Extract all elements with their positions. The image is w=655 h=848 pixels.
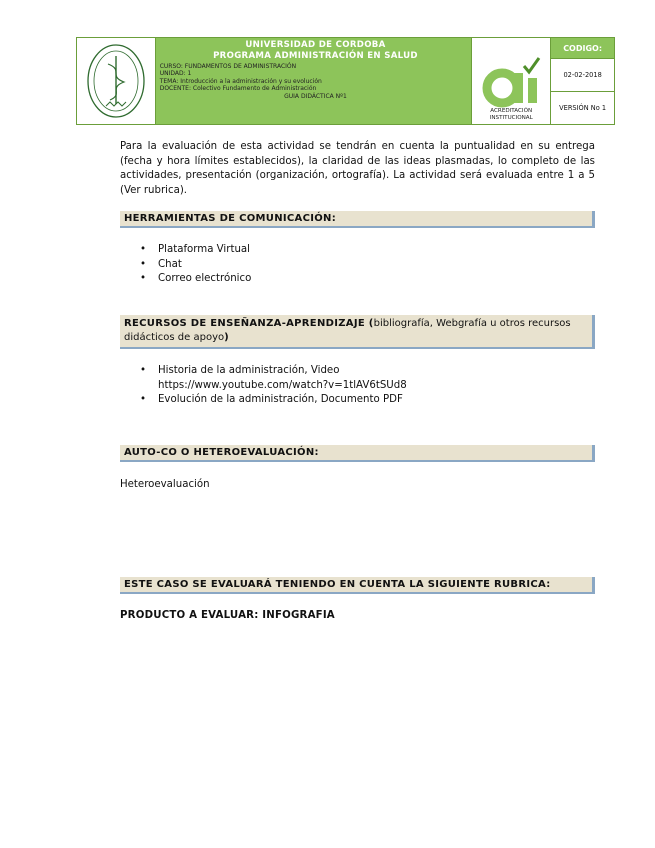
section-resources <box>120 315 595 349</box>
section-evaluation: AUTO-CO O HETEROEVALUACIÓN: <box>120 445 595 462</box>
list-item: • Chat <box>140 258 251 273</box>
resources-list <box>140 364 407 408</box>
acred-line-1: ACREDITACIÓN <box>490 108 533 115</box>
product-label: PRODUCTO A EVALUAR: INFOGRAFIA <box>120 610 335 621</box>
list-item: • Plataforma Virtual <box>140 243 251 258</box>
resource-title: • Historia de la administración, Video <box>158 365 340 376</box>
doc-date: 02-02-2018 <box>551 59 614 92</box>
evaluation-type: Heteroevaluación <box>120 479 210 490</box>
list-item <box>140 364 407 393</box>
unit-line: UNIDAD: 1 <box>159 70 192 78</box>
resources-close: ) <box>224 332 229 343</box>
acred-line-2: INSTITUCIONAL <box>489 114 533 121</box>
guide-label: GUIA DIDÁCTICA Nº1 <box>284 93 347 101</box>
code-label: CODIGO: <box>551 38 614 59</box>
resource-link[interactable]: https://www.youtube.com/watch?v=1tlAV6tSUd8 <box>158 379 407 391</box>
accreditation-ai-icon <box>480 54 542 108</box>
section-rubric: ESTE CASO SE EVALUARÁ TENIENDO EN CUENTA LA SIGUIENTE RUBRICA: <box>120 577 595 594</box>
program-name: PROGRAMA ADMINISTRACIÓN EN SALUD <box>213 51 418 61</box>
resources-title: RECURSOS DE ENSEÑANZA-APRENDIZAJE ( <box>124 318 374 329</box>
intro-paragraph: Para la evaluación de esta actividad se tendrán en cuenta la puntualidad en su entrega (fecha y hora límites establecidos), la claridad de las ideas plasmadas, lo completo de las actividades, presentación (organización, ortografía). La actividad será evaluada entre 1 a 5 (Ver rubrica). <box>120 141 595 196</box>
document-header <box>76 37 615 125</box>
resource-title: • Evolución de la administración, Documento PDF <box>158 394 403 406</box>
header-center <box>156 38 552 124</box>
tools-list <box>140 243 251 287</box>
university-seal-logo <box>77 38 156 124</box>
resources-note: bibliografía, Webgrafía u otros recursos didácticos de apoyo <box>124 318 571 343</box>
header-right <box>551 38 614 124</box>
section-tools: HERRAMIENTAS DE COMUNICACIÓN: <box>120 211 595 228</box>
course-line: CURSO: FUNDAMENTOS DE ADMINISTRACIÓN <box>159 63 297 70</box>
doc-version: VERSIÓN No 1 <box>559 104 607 112</box>
teacher-line: DOCENTE: Colectivo Fundamento de Administración <box>159 84 317 92</box>
accreditation-logo <box>471 38 550 124</box>
topic-line: TEMA: Introducción a la administración y su evolución <box>159 77 322 85</box>
list-item: • Correo electrónico <box>140 272 251 287</box>
university-name: UNIVERSIDAD DE CORDOBA <box>245 40 386 50</box>
list-item <box>140 393 407 408</box>
